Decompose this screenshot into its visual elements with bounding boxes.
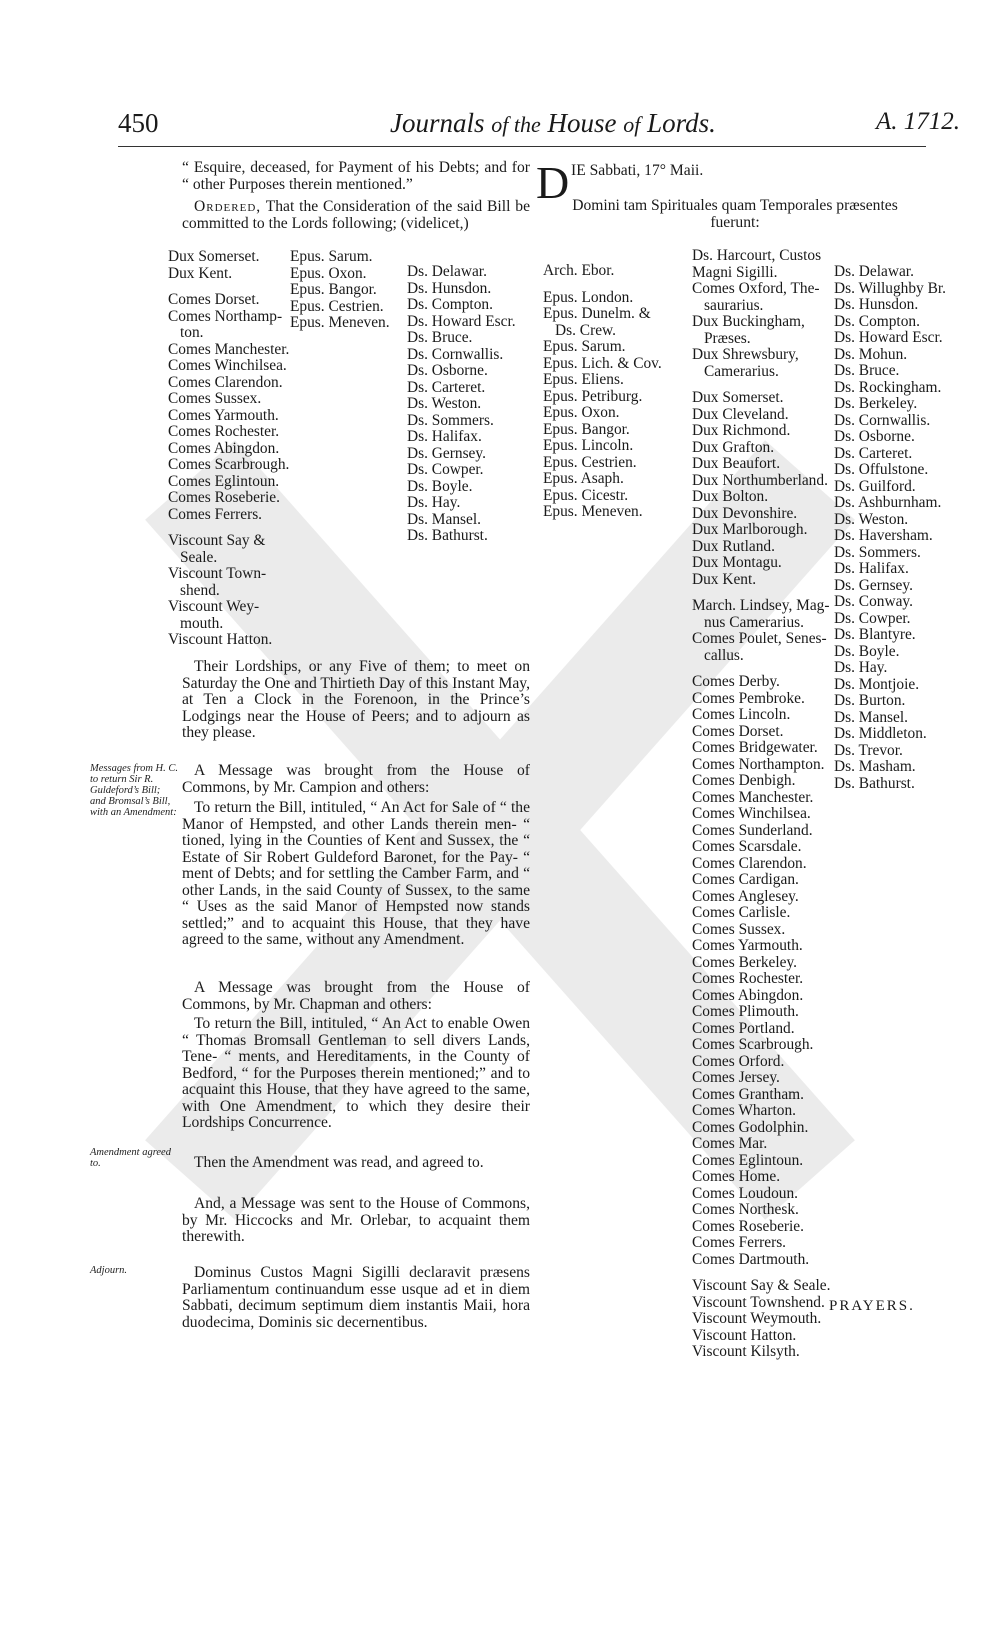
ordered-text: That the Consideration of the said Bill be committed to the Lords following; (videlicet,) xyxy=(182,198,530,232)
list-item: Ds. Delawar. xyxy=(834,263,914,280)
list-item: Ds. Rockingham. xyxy=(834,378,942,396)
date-heading: IE Sabbati, 17° Maii. xyxy=(571,162,704,179)
message-1-body: To return the Bill, intituled, “ An Act for Sale of “ the Manor of Hempsted, and other Lands therein men- “ tioned, lying in the Counties of Kent and Sussex, the “ Estate of Sir Robert Guldeford Baronet, for the Pay- “ ment of Debts; and for settling the Camber Farm, and “ other Lands, in the said County of Sussex, to the same “ Uses as the said Manor of Hempsted now stands settled;” and to acquaint this House, that they have agreed to the same, without any Amendment. xyxy=(182,799,530,948)
message-2-intro: A Message was brought from the House of Commons, by Mr. Chapman and others: xyxy=(182,979,530,1013)
present-list-1 xyxy=(543,263,662,521)
list-item: Comes Eglintoun. xyxy=(692,1151,804,1169)
list-item: Comes Grantham. xyxy=(692,1085,804,1103)
list-item: Ds. Blantyre. xyxy=(834,626,916,643)
list-item: Comes Jersey. xyxy=(692,1069,780,1086)
list-item: nus Camerarius. xyxy=(704,613,805,631)
list-item: Ds. Carteret. xyxy=(834,444,913,462)
list-item: Comes Rochester. xyxy=(168,423,280,440)
list-item: Epus. Petriburg. xyxy=(543,387,643,405)
list-item: Ds. Weston. xyxy=(834,510,909,528)
list-item: Epus. Lich. & Cov. xyxy=(543,354,662,372)
list-item: Ds. Cornwallis. xyxy=(834,411,931,429)
present-heading: Domini tam Spirituales quam Temporales præsentes fuerunt: xyxy=(572,197,898,231)
list-item: Dux Cleveland. xyxy=(692,405,789,423)
list-item: Ds. Halifax. xyxy=(407,428,482,445)
list-item: Comes Berkeley. xyxy=(692,953,797,971)
list-item: Dux Beaufort. xyxy=(692,455,781,472)
list-item: Viscount Wey- xyxy=(168,598,260,615)
list-item: Epus. Asaph. xyxy=(543,470,624,487)
ordered-paragraph xyxy=(182,199,530,232)
list-item: Comes Anglesey. xyxy=(692,887,799,905)
list-item: Ds. Osborne. xyxy=(407,362,488,379)
list-item: Epus. Bangor. xyxy=(543,420,630,438)
list-item: Ds. Osborne. xyxy=(834,428,915,445)
margin-note-messages: Messages from H. C. to return Sir R. Guldeford’s Bill; and Bromsal’s Bill, with an Amendment: xyxy=(90,763,178,818)
list-item: Ds. Haversham. xyxy=(834,527,933,544)
list-item: Ds. Berkeley. xyxy=(834,395,918,412)
list-item: Ds. Burton. xyxy=(834,692,906,709)
list-item: Comes Winchilsea. xyxy=(168,357,287,374)
list-item: Viscount Say & xyxy=(168,532,266,549)
committee-list-2 xyxy=(290,249,390,332)
list-item: Comes Clarendon. xyxy=(692,854,807,872)
list-item: Epus. Oxon. xyxy=(543,404,620,421)
list-item: shend. xyxy=(180,581,220,599)
list-item: Comes Sussex. xyxy=(168,390,262,407)
list-item: Comes Derby. xyxy=(692,673,780,690)
list-item: Comes Loudoun. xyxy=(692,1184,799,1202)
message-sent-text: And, a Message was sent to the House of Commons, by Mr. Hiccocks and Mr. Orlebar, to acquaint them therewith. xyxy=(182,1195,530,1245)
list-item: Comes Scarbrough. xyxy=(692,1036,814,1053)
list-item: Viscount Town- xyxy=(168,565,267,582)
list-item: Epus. Lincoln. xyxy=(543,437,634,454)
committee-list-1 xyxy=(168,249,289,649)
list-item: Comes Yarmouth. xyxy=(168,406,279,424)
list-item: Ds. Willughby Br. xyxy=(834,279,946,297)
list-item: Comes Yarmouth. xyxy=(692,937,803,954)
list-item: Comes Sussex. xyxy=(692,920,786,938)
list-item: Dux Northumberland. xyxy=(692,471,828,489)
page-number: 450 xyxy=(118,108,159,138)
list-item: Dux Somerset. xyxy=(168,248,260,265)
list-item: Ds. Mansel. xyxy=(834,708,908,726)
list-item: March. Lindsey, Mag- xyxy=(692,597,830,614)
list-item: Comes Wharton. xyxy=(692,1102,797,1119)
list-item: Viscount Say & Seale. xyxy=(692,1277,831,1294)
list-item: Ds. Hay. xyxy=(834,659,888,676)
list-item: Comes Sunderland. xyxy=(692,821,813,839)
list-item: Ds. Crew. xyxy=(555,321,616,339)
list-item: Ds. Bathurst. xyxy=(407,527,488,544)
list-item: Comes Dorset. xyxy=(692,722,784,740)
year: A. 1712. xyxy=(876,108,961,135)
list-item: Ds. Hay. xyxy=(407,494,461,511)
list-item: Ds. Montjoie. xyxy=(834,675,920,693)
list-item: Ds. Conway. xyxy=(834,593,913,610)
meeting-paragraph: Their Lordships, or any Five of them; to meet on Saturday the One and Thirtieth Day of this Instant May, at Ten a Clock in the Forenoon, in the Prince’s Lodgings near the House of Peers; and to adjourn as they please. xyxy=(182,658,530,741)
list-item: Dux Montagu. xyxy=(692,554,782,571)
list-item: Epus. Dunelm. & xyxy=(543,305,651,322)
list-item: Comes Roseberie. xyxy=(692,1217,804,1235)
list-item: Dux Kent. xyxy=(168,264,233,282)
list-item: Comes Northamp- xyxy=(168,307,283,325)
list-item: Seale. xyxy=(180,548,218,566)
list-item: Comes Home. xyxy=(692,1168,781,1185)
list-item: Dux Devonshire. xyxy=(692,504,798,522)
list-item: Epus. London. xyxy=(543,288,634,306)
list-item: Viscount Townshend. xyxy=(692,1293,825,1311)
list-item: Comes Northesk. xyxy=(692,1201,799,1218)
list-item: Dux Bolton. xyxy=(692,488,769,505)
list-item: Ds. Mohun. xyxy=(834,345,908,363)
list-item: Comes Manchester. xyxy=(692,788,814,806)
running-title-word: Lords. xyxy=(647,108,716,138)
list-item: Comes Roseberie. xyxy=(168,489,280,506)
list-item: Comes Portland. xyxy=(692,1019,795,1037)
prayers-heading: PRAYERS. xyxy=(829,1298,915,1314)
list-item: Ds. Howard Escr. xyxy=(834,329,943,346)
list-item: Comes Manchester. xyxy=(168,340,290,358)
list-item: Ds. Carteret. xyxy=(407,378,486,396)
list-item: Comes Plimouth. xyxy=(692,1003,799,1020)
list-item: Epus. Bangor. xyxy=(290,281,377,298)
list-item: Ds. Compton. xyxy=(834,312,920,330)
list-item: Viscount Hatton. xyxy=(168,631,273,648)
list-item: Epus. Meneven. xyxy=(543,503,643,520)
list-item: Ds. Hunsdon. xyxy=(407,279,492,297)
list-item: Ds. Guilford. xyxy=(834,477,916,495)
list-item: Magni Sigilli. xyxy=(692,263,778,281)
committee-list-3 xyxy=(407,264,516,545)
list-item: Ds. Offulstone. xyxy=(834,461,929,478)
list-item: Ds. Mansel. xyxy=(407,510,481,528)
list-item: Epus. Cestrien. xyxy=(543,453,637,471)
list-item: Dux Marlborough. xyxy=(692,521,808,538)
list-item: mouth. xyxy=(180,614,224,632)
list-item: Comes Abingdon. xyxy=(168,439,280,457)
list-item: Ds. Howard Escr. xyxy=(407,312,516,330)
present-list-2 xyxy=(692,248,830,1361)
list-item: Comes Rochester. xyxy=(692,970,804,987)
list-item: Viscount Weymouth. xyxy=(692,1310,822,1327)
ordered-lead: Ordered, xyxy=(194,198,262,215)
list-item: Ds. Cowper. xyxy=(834,609,911,627)
list-item: Epus. Oxon. xyxy=(290,264,367,282)
list-item: Comes Cardigan. xyxy=(692,871,799,888)
list-item: Epus. Cestrien. xyxy=(290,297,384,315)
list-item: Ds. Compton. xyxy=(407,296,493,313)
running-title xyxy=(390,108,716,139)
list-item: Dux Shrewsbury, xyxy=(692,346,799,363)
list-item: Dux Kent. xyxy=(692,570,757,588)
list-item: callus. xyxy=(704,646,744,664)
list-item: Dux Buckingham, xyxy=(692,313,805,330)
list-item: Comes Poulet, Senes- xyxy=(692,630,827,647)
list-item: Comes Oxford, The- xyxy=(692,280,820,297)
margin-note-adjourn: Adjourn. xyxy=(90,1265,128,1276)
list-item: Comes Godolphin. xyxy=(692,1118,809,1136)
running-title-word: House xyxy=(547,108,617,138)
present-list-3 xyxy=(834,264,946,792)
list-item: Comes Mar. xyxy=(692,1135,768,1152)
list-item: Epus. Sarum. xyxy=(543,338,626,355)
list-item: Comes Northampton. xyxy=(692,755,825,773)
list-item: Arch. Ebor. xyxy=(543,262,615,279)
list-item: Comes Abingdon. xyxy=(692,986,804,1004)
list-item: Ds. Halifax. xyxy=(834,560,909,577)
header-rule xyxy=(118,146,926,147)
list-item: Præses. xyxy=(704,329,751,347)
list-item: Comes Dartmouth. xyxy=(692,1250,810,1268)
list-item: Ds. Sommers. xyxy=(834,543,921,561)
drop-cap: D xyxy=(536,157,570,208)
list-item: Ds. Bruce. xyxy=(834,362,900,379)
list-item: Comes Eglintoun. xyxy=(168,472,280,490)
list-item: Ds. Middleton. xyxy=(834,725,927,742)
list-item: Camerarius. xyxy=(704,362,779,380)
list-item: ton. xyxy=(180,324,204,341)
list-item: Ds. Harcourt, Custos xyxy=(692,247,822,264)
list-item: Ds. Bruce. xyxy=(407,329,473,346)
list-item: Dux Grafton. xyxy=(692,438,775,456)
list-item: Dux Richmond. xyxy=(692,422,791,439)
list-item: Viscount Hatton. xyxy=(692,1326,797,1344)
list-item: Viscount Kilsyth. xyxy=(692,1343,800,1360)
list-item: Ds. Cowper. xyxy=(407,461,484,478)
list-item: Comes Ferrers. xyxy=(692,1234,787,1251)
adjourn-text: Dominus Custos Magni Sigilli declaravit præsens Parliamentum continuandum esse usque ad et in diem Sabbati, decimum septimum diem instantis Maii, hora duodecima, Dominis sic decernentibus. xyxy=(182,1264,530,1331)
list-item: Ds. Masham. xyxy=(834,758,916,775)
list-item: Ds. Ashburnham. xyxy=(834,494,942,511)
message-2-body: To return the Bill, intituled, “ An Act to enable Owen “ Thomas Bromsall Gentleman to sell divers Lands, Tene- “ ments, and Hereditaments, in the County of Bedford, “ for the Purposes therein mentioned;” and to acquaint this House, that they have agreed to the same, with One Amendment, to which they desire their Lordships Concurrence. xyxy=(182,1015,530,1131)
list-item: Comes Ferrers. xyxy=(168,505,263,523)
list-item: Ds. Delawar. xyxy=(407,263,487,280)
list-item: Comes Scarbrough. xyxy=(168,456,290,473)
running-title-word: of the xyxy=(491,112,541,137)
list-item xyxy=(543,280,662,290)
list-item: Comes Lincoln. xyxy=(692,706,791,723)
list-item: Comes Clarendon. xyxy=(168,373,283,391)
list-item: Ds. Sommers. xyxy=(407,411,494,429)
list-item: Comes Winchilsea. xyxy=(692,805,811,822)
list-item: Epus. Meneven. xyxy=(290,314,390,331)
list-item: Ds. Gernsey. xyxy=(407,444,486,462)
running-title-word: Journals xyxy=(390,108,485,138)
list-item: Ds. Boyle. xyxy=(407,477,473,495)
list-item: Ds. Boyle. xyxy=(834,642,900,660)
list-item: Epus. Cicestr. xyxy=(543,486,629,504)
list-item: Comes Scarsdale. xyxy=(692,838,802,855)
list-item: Ds. Hunsdon. xyxy=(834,296,919,313)
running-title-word: of xyxy=(623,112,641,137)
list-item: Comes Bridgewater. xyxy=(692,739,818,756)
amendment-text: Then the Amendment was read, and agreed to. xyxy=(194,1154,484,1171)
list-item: Comes Pembroke. xyxy=(692,689,805,707)
margin-note-amendment: Amendment agreed to. xyxy=(90,1147,171,1169)
list-item: Epus. Eliens. xyxy=(543,371,624,388)
list-item: Comes Dorset. xyxy=(168,291,260,308)
list-item: Comes Orford. xyxy=(692,1052,785,1070)
list-item: Ds. Gernsey. xyxy=(834,576,913,594)
list-item: Comes Carlisle. xyxy=(692,904,791,921)
list-item: Ds. Trevor. xyxy=(834,741,903,759)
list-item: Dux Rutland. xyxy=(692,537,775,555)
intro-text: “ Esquire, deceased, for Payment of his Debts; and for “ other Purposes therein mentioned.” xyxy=(182,159,530,193)
list-item: saurarius. xyxy=(704,296,764,314)
message-1-intro: A Message was brought from the House of Commons, by Mr. Campion and others: xyxy=(182,762,530,796)
list-item: Ds. Cornwallis. xyxy=(407,345,504,363)
list-item: Epus. Sarum. xyxy=(290,248,373,265)
list-item: Ds. Bathurst. xyxy=(834,774,915,792)
list-item: Ds. Weston. xyxy=(407,395,482,412)
list-item: Comes Denbigh. xyxy=(692,772,796,789)
list-item: Dux Somerset. xyxy=(692,389,784,406)
